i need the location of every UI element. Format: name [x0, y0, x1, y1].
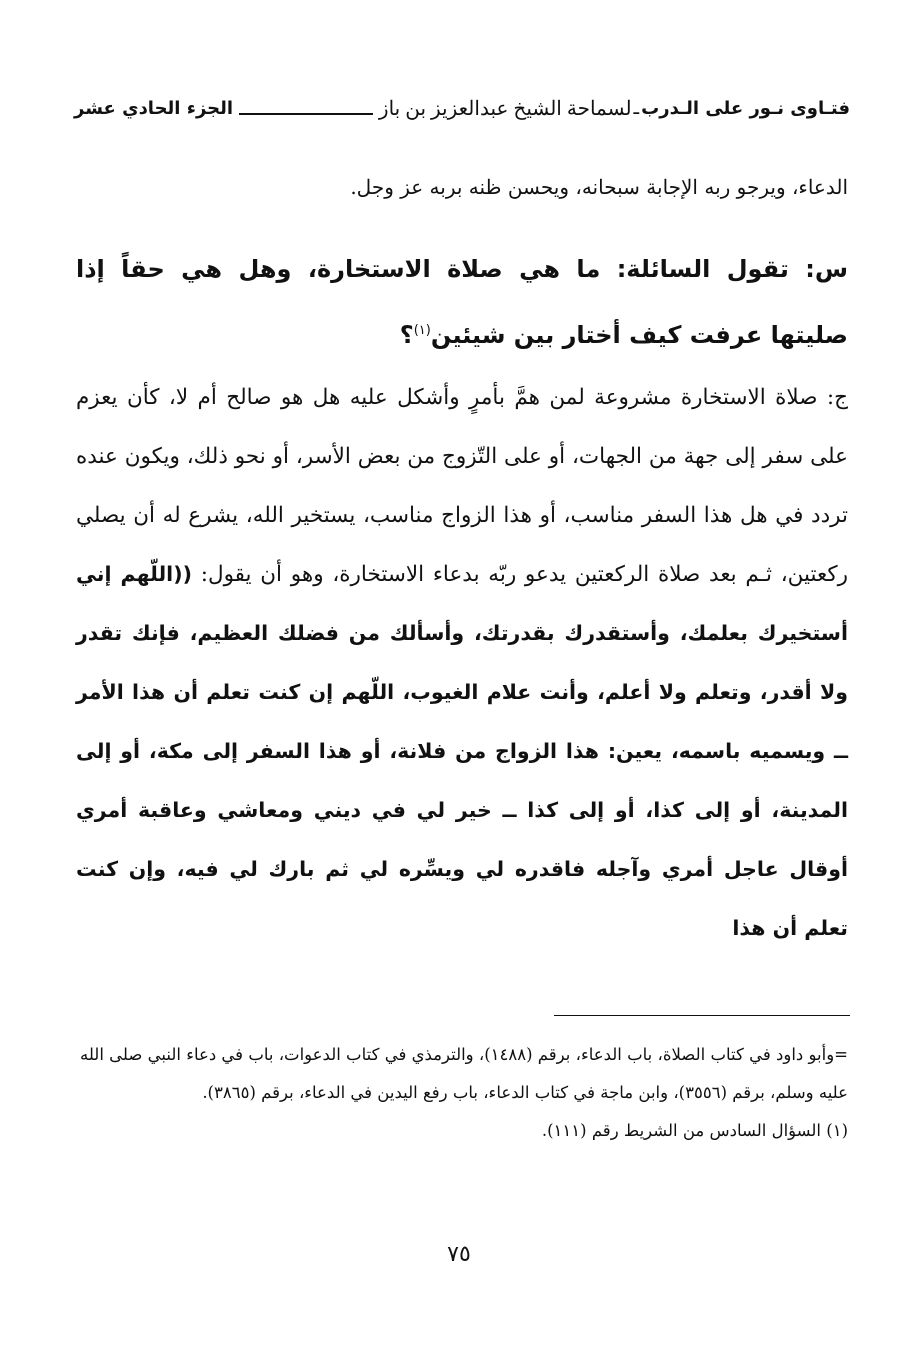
- header-volume: الجزء الحادي عشر: [74, 97, 234, 119]
- footnote-1: (١) السؤال السادس من الشريط رقم (١١١).: [541, 1121, 848, 1140]
- page-number: ٧٥: [447, 1242, 471, 1267]
- continuation-paragraph: الدعاء، ويرجو ربه الإجابة سبحانه، ويحسن ظنه بربه عز وجل.: [350, 175, 848, 199]
- question-paragraph: [76, 238, 848, 366]
- istikhara-dua: ((اللّهم إني أستخيرك بعلمك، وأستقدرك بقدرتك، وأسألك من فضلك العظيم، فإنك تقدر ولا أقدر، وتعلم ولا أعلم، وأنت علام الغيوب، اللّهم إن كنت تعلم أن هذا الأمر ــ ويسميه باسمه، يعين: هذا الزواج من فلانة، أو هذا السفر إلى مكة، أو إلى المدينة، أو إلى كذا، أو إلى كذا ــ خير لي في ديني ومعاشي وعاقبة أمري أوقال عاجل أمري وآجله فاقدره لي ويسِّره لي ثم بارك لي فيه، وإن كنت تعلم أن هذا: [76, 562, 848, 940]
- header-dash: ـ: [633, 97, 640, 119]
- header-author: لسماحة الشيخ عبدالعزيز بن باز: [378, 97, 632, 120]
- header-book-title: فتـاوى نـور على الـدرب: [641, 97, 850, 119]
- question-text: س: تقول السائلة: ما هي صلاة الاستخارة، وهل هي حقاً إذا صليتها عرفت كيف أختار بين شيئين: [76, 255, 848, 349]
- header-rule: [239, 113, 373, 115]
- running-header: [74, 88, 850, 128]
- question-mark: ؟: [399, 321, 414, 349]
- footnote-separator: [554, 1015, 850, 1016]
- answer-paragraph: [76, 368, 848, 958]
- footnotes: [80, 1036, 848, 1150]
- footnote-ref[interactable]: (١): [413, 323, 431, 338]
- answer-intro: ج: صلاة الاستخارة مشروعة لمن همَّ بأمرٍ وأشكل عليه هل هو صالح أم لا، كأن يعزم على سفر إلى جهة من الجهات، أو على التّزوج من بعض الأسر، أو نحو ذلك، ويكون عنده تردد في هل هذا السفر مناسب، أو هذا الزواج مناسب، يستخير الله، يشرع له أن يصلي ركعتين، ثـم بعد صلاة الركعتين يدعو ربّه بدعاء الاستخارة، وهو أن يقول:: [76, 385, 849, 587]
- footnote-continued: =وأبو داود في كتاب الصلاة، باب الدعاء، برقم (١٤٨٨)، والترمذي في كتاب الدعوات، باب في دعاء النبي صلى الله عليه وسلم، برقم (٣٥٥٦)، وابن ماجة في كتاب الدعاء، باب رفع اليدين في الدعاء، برقم (٣٨٦٥).: [80, 1045, 848, 1102]
